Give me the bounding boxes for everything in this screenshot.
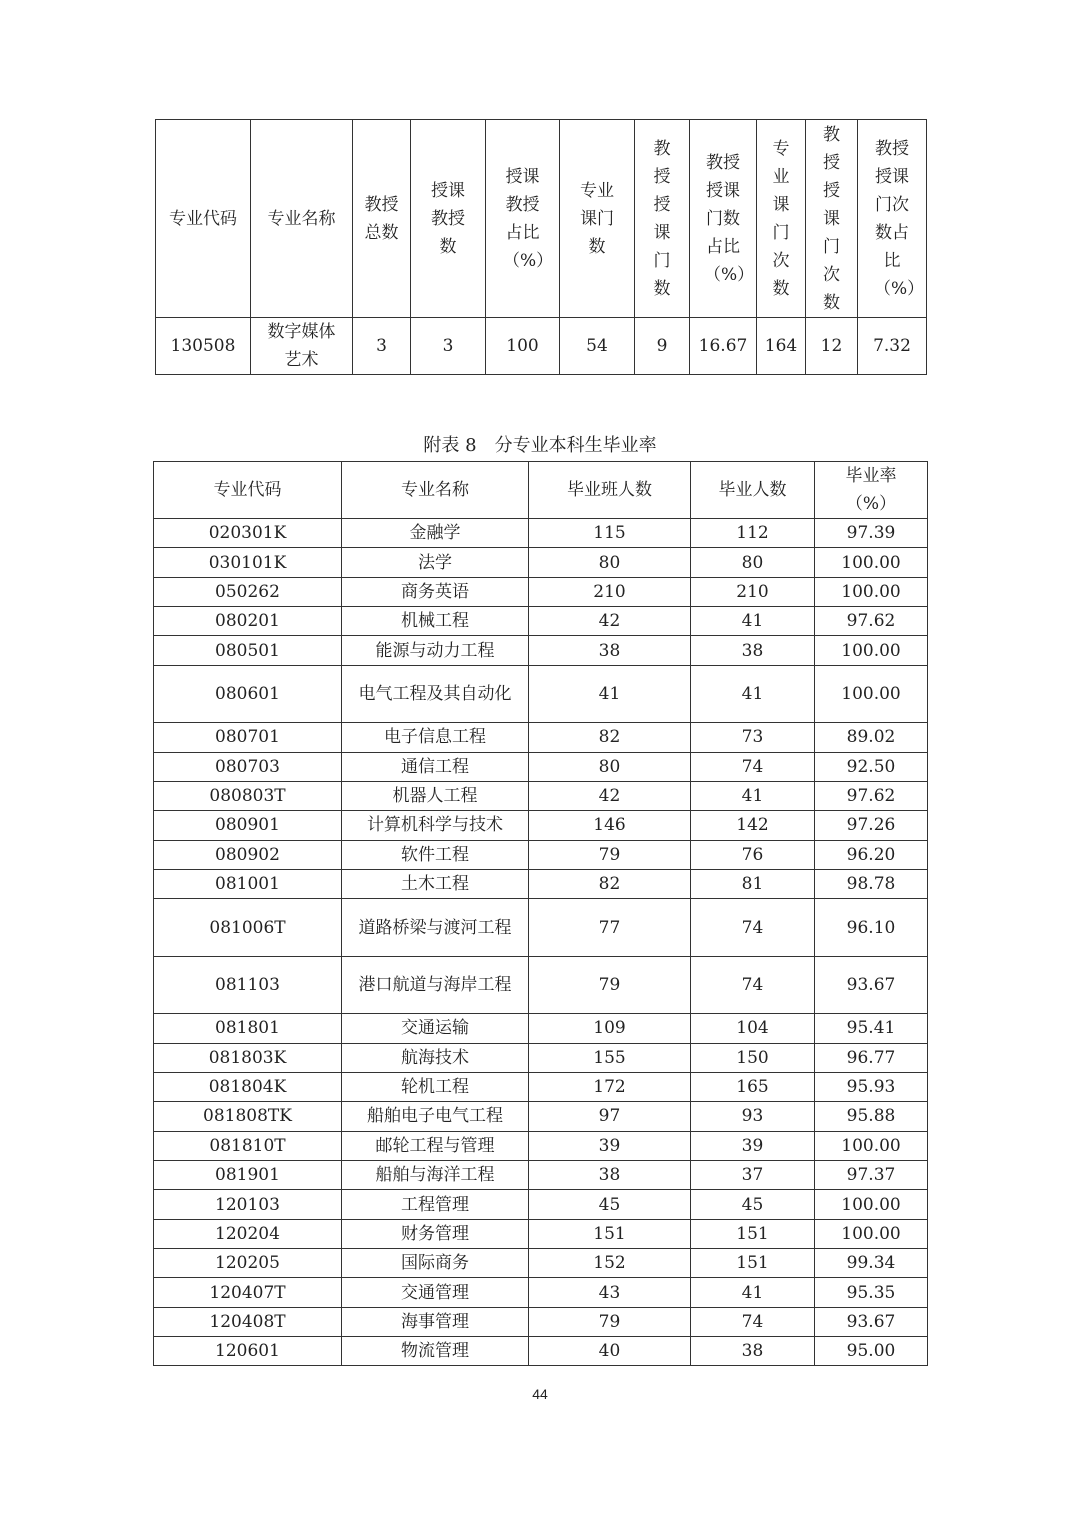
cell-major-code: 080803T bbox=[154, 781, 342, 810]
header-major-courses: 专业课门数 bbox=[560, 120, 635, 318]
cell-graduation-rate: 98.78 bbox=[815, 869, 928, 898]
table1-header-row bbox=[156, 120, 927, 318]
header-professor-courses: 教授授课门数 bbox=[635, 120, 690, 318]
cell-graduating-class-size: 38 bbox=[529, 1161, 691, 1190]
cell-graduates: 38 bbox=[691, 1337, 815, 1366]
cell-graduation-rate: 97.39 bbox=[815, 519, 928, 548]
cell-graduation-rate: 100.00 bbox=[815, 1131, 928, 1160]
cell-graduates: 142 bbox=[691, 811, 815, 840]
cell-graduating-class-size: 80 bbox=[529, 752, 691, 781]
cell-major-code: 081006T bbox=[154, 899, 342, 957]
cell-major-name: 计算机科学与技术 bbox=[342, 811, 529, 840]
cell-graduates: 104 bbox=[691, 1014, 815, 1043]
cell-major-name: 船舶与海洋工程 bbox=[342, 1161, 529, 1190]
cell-graduates: 37 bbox=[691, 1161, 815, 1190]
cell-graduates: 165 bbox=[691, 1072, 815, 1101]
cell-major-code: 130508 bbox=[156, 318, 251, 375]
cell-professor-session-ratio: 7.32 bbox=[858, 318, 927, 375]
cell-major-name: 道路桥梁与渡河工程 bbox=[342, 899, 529, 957]
cell-professor-total: 3 bbox=[353, 318, 411, 375]
cell-graduation-rate: 95.00 bbox=[815, 1337, 928, 1366]
header-teaching-professor-ratio: 授课教授占比（%） bbox=[486, 120, 560, 318]
cell-graduation-rate: 100.00 bbox=[815, 636, 928, 665]
teaching-stats-table bbox=[155, 119, 927, 375]
cell-graduation-rate: 97.62 bbox=[815, 781, 928, 810]
table-row bbox=[154, 636, 928, 665]
table-row bbox=[154, 1043, 928, 1072]
table-row bbox=[154, 665, 928, 723]
header-major-code: 专业代码 bbox=[156, 120, 251, 318]
cell-major-code: 020301K bbox=[154, 519, 342, 548]
cell-major-name: 法学 bbox=[342, 548, 529, 577]
table-row bbox=[154, 607, 928, 636]
cell-graduating-class-size: 152 bbox=[529, 1249, 691, 1278]
cell-major-code: 120103 bbox=[154, 1190, 342, 1219]
cell-graduates: 41 bbox=[691, 607, 815, 636]
graduation-rate-table bbox=[153, 461, 928, 1366]
cell-major-name: 机械工程 bbox=[342, 607, 529, 636]
cell-graduation-rate: 95.93 bbox=[815, 1072, 928, 1101]
cell-graduation-rate: 100.00 bbox=[815, 665, 928, 723]
cell-major-name: 商务英语 bbox=[342, 577, 529, 606]
header-professor-session-ratio: 教授授课门次数占比（%） bbox=[858, 120, 927, 318]
cell-major-name: 能源与动力工程 bbox=[342, 636, 529, 665]
cell-graduating-class-size: 82 bbox=[529, 723, 691, 752]
cell-major-code: 081803K bbox=[154, 1043, 342, 1072]
cell-major-code: 080501 bbox=[154, 636, 342, 665]
cell-major-name: 工程管理 bbox=[342, 1190, 529, 1219]
cell-graduates: 93 bbox=[691, 1102, 815, 1131]
cell-graduating-class-size: 97 bbox=[529, 1102, 691, 1131]
table-row bbox=[154, 1278, 928, 1307]
table-row bbox=[154, 1307, 928, 1336]
table-row bbox=[154, 1249, 928, 1278]
cell-graduation-rate: 97.26 bbox=[815, 811, 928, 840]
table-row bbox=[154, 548, 928, 577]
cell-major-name: 港口航道与海岸工程 bbox=[342, 956, 529, 1014]
cell-major-name: 轮机工程 bbox=[342, 1072, 529, 1101]
graduation-rate-rows bbox=[154, 519, 928, 1366]
cell-graduates: 150 bbox=[691, 1043, 815, 1072]
table-row bbox=[154, 1131, 928, 1160]
cell-graduating-class-size: 82 bbox=[529, 869, 691, 898]
cell-graduation-rate: 95.35 bbox=[815, 1278, 928, 1307]
cell-graduating-class-size: 155 bbox=[529, 1043, 691, 1072]
table-row bbox=[154, 1219, 928, 1248]
table-row bbox=[154, 1072, 928, 1101]
cell-graduating-class-size: 40 bbox=[529, 1337, 691, 1366]
header-major-name: 专业名称 bbox=[342, 462, 529, 519]
header-graduating-class-size: 毕业班人数 bbox=[529, 462, 691, 519]
cell-graduating-class-size: 38 bbox=[529, 636, 691, 665]
cell-major-code: 081001 bbox=[154, 869, 342, 898]
cell-major-code: 120601 bbox=[154, 1337, 342, 1366]
cell-graduation-rate: 89.02 bbox=[815, 723, 928, 752]
cell-major-code: 120408T bbox=[154, 1307, 342, 1336]
cell-teaching-professors: 3 bbox=[411, 318, 486, 375]
cell-graduates: 151 bbox=[691, 1249, 815, 1278]
cell-graduates: 73 bbox=[691, 723, 815, 752]
table-row bbox=[154, 781, 928, 810]
cell-graduation-rate: 100.00 bbox=[815, 1219, 928, 1248]
cell-graduates: 74 bbox=[691, 752, 815, 781]
cell-graduation-rate: 99.34 bbox=[815, 1249, 928, 1278]
cell-graduating-class-size: 80 bbox=[529, 548, 691, 577]
cell-graduates: 76 bbox=[691, 840, 815, 869]
table-row bbox=[154, 577, 928, 606]
cell-graduates: 74 bbox=[691, 1307, 815, 1336]
cell-graduates: 151 bbox=[691, 1219, 815, 1248]
cell-major-code: 120407T bbox=[154, 1278, 342, 1307]
cell-major-name: 土木工程 bbox=[342, 869, 529, 898]
cell-major-code: 080601 bbox=[154, 665, 342, 723]
header-course-sessions: 专业课门次数 bbox=[757, 120, 806, 318]
table-row bbox=[154, 840, 928, 869]
cell-graduating-class-size: 115 bbox=[529, 519, 691, 548]
header-professor-total: 教授总数 bbox=[353, 120, 411, 318]
cell-major-code: 080201 bbox=[154, 607, 342, 636]
cell-graduation-rate: 93.67 bbox=[815, 956, 928, 1014]
cell-graduates: 45 bbox=[691, 1190, 815, 1219]
cell-major-name: 国际商务 bbox=[342, 1249, 529, 1278]
cell-graduating-class-size: 109 bbox=[529, 1014, 691, 1043]
cell-graduating-class-size: 77 bbox=[529, 899, 691, 957]
cell-course-sessions: 164 bbox=[757, 318, 806, 375]
table-row bbox=[154, 869, 928, 898]
cell-major-code: 081810T bbox=[154, 1131, 342, 1160]
cell-graduation-rate: 97.62 bbox=[815, 607, 928, 636]
cell-major-code: 081808TK bbox=[154, 1102, 342, 1131]
cell-graduates: 39 bbox=[691, 1131, 815, 1160]
cell-major-name: 金融学 bbox=[342, 519, 529, 548]
cell-graduating-class-size: 42 bbox=[529, 607, 691, 636]
cell-graduation-rate: 95.88 bbox=[815, 1102, 928, 1131]
cell-major-code: 120204 bbox=[154, 1219, 342, 1248]
cell-major-name: 机器人工程 bbox=[342, 781, 529, 810]
cell-major-code: 080901 bbox=[154, 811, 342, 840]
cell-graduation-rate: 96.77 bbox=[815, 1043, 928, 1072]
cell-graduation-rate: 96.10 bbox=[815, 899, 928, 957]
cell-graduating-class-size: 151 bbox=[529, 1219, 691, 1248]
cell-graduation-rate: 100.00 bbox=[815, 577, 928, 606]
cell-major-code: 080701 bbox=[154, 723, 342, 752]
cell-major-code: 081804K bbox=[154, 1072, 342, 1101]
cell-graduating-class-size: 79 bbox=[529, 1307, 691, 1336]
cell-major-name: 邮轮工程与管理 bbox=[342, 1131, 529, 1160]
cell-major-name: 通信工程 bbox=[342, 752, 529, 781]
cell-major-code: 081901 bbox=[154, 1161, 342, 1190]
table-row bbox=[154, 1161, 928, 1190]
table-row bbox=[154, 811, 928, 840]
cell-graduates: 81 bbox=[691, 869, 815, 898]
cell-professor-sessions: 12 bbox=[806, 318, 858, 375]
header-professor-sessions: 教授授课门次数 bbox=[806, 120, 858, 318]
cell-graduating-class-size: 146 bbox=[529, 811, 691, 840]
header-teaching-professors: 授课教授数 bbox=[411, 120, 486, 318]
cell-graduating-class-size: 39 bbox=[529, 1131, 691, 1160]
cell-graduating-class-size: 42 bbox=[529, 781, 691, 810]
cell-major-code: 080703 bbox=[154, 752, 342, 781]
cell-major-name: 交通运输 bbox=[342, 1014, 529, 1043]
table-row bbox=[154, 1190, 928, 1219]
cell-graduates: 41 bbox=[691, 1278, 815, 1307]
cell-professor-courses: 9 bbox=[635, 318, 690, 375]
cell-major-code: 080902 bbox=[154, 840, 342, 869]
cell-major-name: 软件工程 bbox=[342, 840, 529, 869]
cell-graduates: 210 bbox=[691, 577, 815, 606]
cell-major-code: 050262 bbox=[154, 577, 342, 606]
cell-graduates: 74 bbox=[691, 899, 815, 957]
cell-graduation-rate: 97.37 bbox=[815, 1161, 928, 1190]
cell-graduating-class-size: 79 bbox=[529, 840, 691, 869]
cell-graduating-class-size: 210 bbox=[529, 577, 691, 606]
cell-major-name: 电子信息工程 bbox=[342, 723, 529, 752]
cell-major-name: 物流管理 bbox=[342, 1337, 529, 1366]
cell-major-code: 030101K bbox=[154, 548, 342, 577]
table-row bbox=[154, 752, 928, 781]
table-row bbox=[154, 723, 928, 752]
header-graduation-rate: 毕业率（%） bbox=[815, 462, 928, 519]
table-row bbox=[154, 1014, 928, 1043]
cell-teaching-professor-ratio: 100 bbox=[486, 318, 560, 375]
table-row bbox=[154, 519, 928, 548]
table-row bbox=[154, 1102, 928, 1131]
cell-graduation-rate: 95.41 bbox=[815, 1014, 928, 1043]
cell-graduation-rate: 92.50 bbox=[815, 752, 928, 781]
cell-graduation-rate: 100.00 bbox=[815, 548, 928, 577]
cell-graduation-rate: 93.67 bbox=[815, 1307, 928, 1336]
cell-major-courses: 54 bbox=[560, 318, 635, 375]
cell-graduates: 80 bbox=[691, 548, 815, 577]
header-major-code: 专业代码 bbox=[154, 462, 342, 519]
cell-graduation-rate: 96.20 bbox=[815, 840, 928, 869]
cell-graduates: 38 bbox=[691, 636, 815, 665]
cell-major-code: 081801 bbox=[154, 1014, 342, 1043]
header-graduates: 毕业人数 bbox=[691, 462, 815, 519]
cell-professor-course-ratio: 16.67 bbox=[690, 318, 757, 375]
table-row bbox=[154, 956, 928, 1014]
cell-graduates: 74 bbox=[691, 956, 815, 1014]
cell-graduates: 112 bbox=[691, 519, 815, 548]
cell-graduates: 41 bbox=[691, 781, 815, 810]
table-row bbox=[156, 318, 927, 375]
cell-major-name: 船舶电子电气工程 bbox=[342, 1102, 529, 1131]
cell-graduating-class-size: 79 bbox=[529, 956, 691, 1014]
table-row bbox=[154, 899, 928, 957]
cell-graduating-class-size: 41 bbox=[529, 665, 691, 723]
cell-major-name: 数字媒体艺术 bbox=[251, 318, 353, 375]
cell-graduating-class-size: 45 bbox=[529, 1190, 691, 1219]
cell-major-name: 电气工程及其自动化 bbox=[342, 665, 529, 723]
cell-graduating-class-size: 43 bbox=[529, 1278, 691, 1307]
table-caption: 附表 8 分专业本科生毕业率 bbox=[423, 435, 657, 456]
cell-major-code: 120205 bbox=[154, 1249, 342, 1278]
page-number: 44 bbox=[532, 1386, 548, 1402]
header-professor-course-ratio: 教授授课门数占比（%） bbox=[690, 120, 757, 318]
cell-major-code: 081103 bbox=[154, 956, 342, 1014]
cell-graduation-rate: 100.00 bbox=[815, 1190, 928, 1219]
table-row bbox=[154, 1337, 928, 1366]
cell-graduates: 41 bbox=[691, 665, 815, 723]
header-major-name: 专业名称 bbox=[251, 120, 353, 318]
cell-major-name: 交通管理 bbox=[342, 1278, 529, 1307]
cell-major-name: 海事管理 bbox=[342, 1307, 529, 1336]
cell-graduating-class-size: 172 bbox=[529, 1072, 691, 1101]
cell-major-name: 财务管理 bbox=[342, 1219, 529, 1248]
cell-major-name: 航海技术 bbox=[342, 1043, 529, 1072]
table2-header-row bbox=[154, 462, 928, 519]
